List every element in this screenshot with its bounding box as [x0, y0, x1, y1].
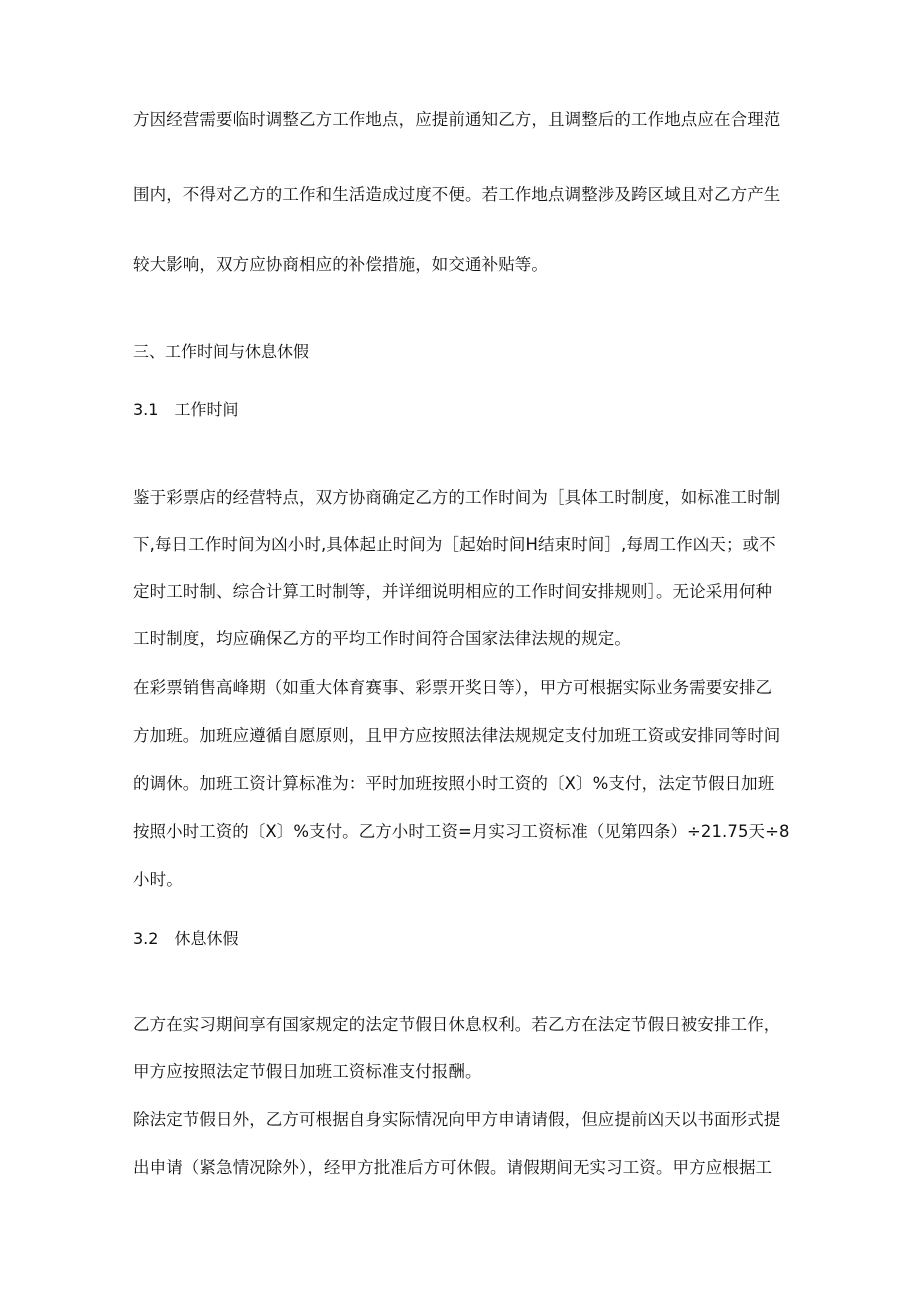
paragraph-line: 方因经营需要临时调整乙方工作地点，应提前通知乙方，且调整后的工作地点应在合理范 — [133, 110, 781, 129]
paragraph-line: 围内，不得对乙方的工作和生活造成过度不便。若工作地点调整涉及跨区域且对乙方产生 — [133, 185, 781, 204]
paragraph-line: 除法定节假日外，乙方可根据自身实际情况向甲方申请请假，但应提前凶天以书面形式提 — [133, 1110, 781, 1129]
paragraph-line: 下,每日工作时间为凶小时,具体起止时间为［起始时间H结束时间］,每周工作凶天；或不 — [133, 535, 776, 554]
paragraph-line: 在彩票销售高峰期（如重大体育赛事、彩票开奖日等），甲方可根据实际业务需要安排乙 — [133, 678, 773, 697]
section-heading: 三、工作时间与休息休假 — [133, 342, 310, 361]
paragraph-line: 出申请（紧急情况除外），经甲方批准后方可休假。请假期间无实习工资。甲方应根据工 — [133, 1158, 773, 1177]
subsection-heading: 3.2 休息休假 — [133, 929, 239, 948]
paragraph-line: 定时工时制、综合计算工时制等，并详细说明相应的工作时间安排规则］。无论采用何种 — [133, 582, 773, 601]
subsection-heading: 3.1 工作时间 — [133, 400, 239, 419]
paragraph-line: 较大影响，双方应协商相应的补偿措施，如交通补贴等。 — [133, 255, 548, 274]
paragraph-line: 乙方在实习期间享有国家规定的法定节假日休息权利。若乙方在法定节假日被安排工作， — [133, 1015, 781, 1034]
paragraph-line: 工时制度，均应确保乙方的平均工作时间符合国家法律法规的规定。 — [133, 629, 631, 648]
paragraph-line: 鉴于彩票店的经营特点，双方协商确定乙方的工作时间为［具体工时制度，如标准工时制 — [133, 488, 781, 507]
paragraph-line: 的调休。加班工资计算标准为：平时加班按照小时工资的〔X〕%支付，法定节假日加班 — [133, 774, 775, 793]
paragraph-line: 方加班。加班应遵循自愿原则，且甲方应按照法律法规规定支付加班工资或安排同等时间 — [133, 726, 781, 745]
paragraph-line: 甲方应按照法定节假日加班工资标准支付报酬。 — [133, 1062, 482, 1081]
paragraph-line: 按照小时工资的〔X〕%支付。乙方小时工资=月实习工资标准（见第四条）÷21.75天÷8 — [133, 822, 790, 841]
paragraph-line: 小时。 — [133, 870, 183, 889]
